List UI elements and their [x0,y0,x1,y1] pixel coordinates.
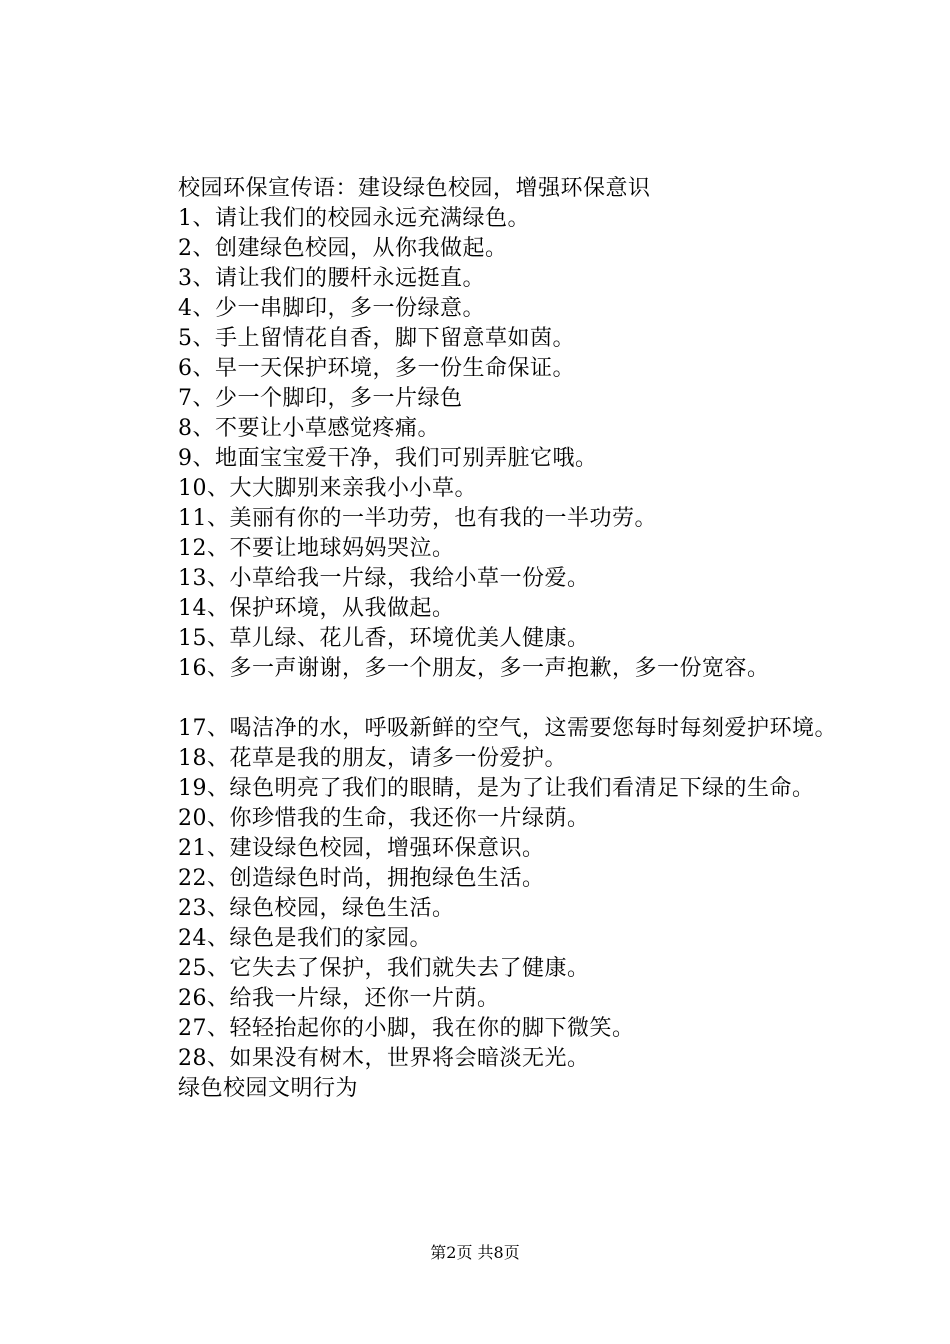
slogan-item: 5、手上留情花自香，脚下留意草如茵。 [178,326,575,351]
slogan-item: 25、它失去了保护，我们就失去了健康。 [178,956,590,981]
slogan-item: 8、不要让小草感觉疼痛。 [178,416,440,441]
slogan-item: 20、你珍惜我的生命，我还你一片绿荫。 [178,806,590,831]
slogan-item: 13、小草给我一片绿，我给小草一份爱。 [178,566,590,591]
slogan-item: 15、草儿绿、花儿香，环境优美人健康。 [178,626,590,651]
slogan-item: 28、如果没有树木，世界将会暗淡无光。 [178,1046,590,1071]
slogan-item: 6、早一天保护环境，多一份生命保证。 [178,356,575,381]
slogan-item: 18、花草是我的朋友，请多一份爱护。 [178,746,567,771]
slogan-item: 14、保护环境，从我做起。 [178,596,455,621]
slogan-item: 7、少一个脚印，多一片绿色 [178,386,463,411]
slogan-item: 2、创建绿色校园，从你我做起。 [178,236,508,261]
slogan-item: 3、请让我们的腰杆永远挺直。 [178,266,485,291]
document-body [130,174,850,1104]
slogan-item: 17、喝洁净的水，呼吸新鲜的空气，这需要您每时每刻爱护环境。 [178,716,837,741]
slogan-item: 16、多一声谢谢，多一个朋友，多一声抱歉，多一份宽容。 [178,656,770,681]
slogan-item: 4、少一串脚印，多一份绿意。 [178,296,485,321]
document-title: 校园环保宣传语：建设绿色校园，增强环保意识 [178,176,651,201]
slogan-item: 26、给我一片绿，还你一片荫。 [178,986,500,1011]
closing-heading: 绿色校园文明行为 [178,1076,359,1101]
slogan-item: 9、地面宝宝爱干净，我们可别弄脏它哦。 [178,446,598,471]
slogan-item: 24、绿色是我们的家园。 [178,926,432,951]
slogan-item: 19、绿色明亮了我们的眼睛，是为了让我们看清足下绿的生命。 [178,776,815,801]
page-footer [0,1243,950,1263]
slogan-item: 27、轻轻抬起你的小脚，我在你的脚下微笑。 [178,1016,635,1041]
slogan-item: 23、绿色校园，绿色生活。 [178,896,455,921]
page-number: 第2页 共8页 [430,1243,520,1262]
slogan-item: 21、建设绿色校园，增强环保意识。 [178,836,545,861]
slogan-item: 12、不要让地球妈妈哭泣。 [178,536,455,561]
slogan-item: 22、创造绿色时尚，拥抱绿色生活。 [178,866,545,891]
slogan-item: 1、请让我们的校园永远充满绿色。 [178,206,530,231]
slogan-item: 10、大大脚别来亲我小小草。 [178,476,477,501]
paragraph-gap [130,684,850,714]
slogan-item: 11、美丽有你的一半功劳，也有我的一半功劳。 [178,506,657,531]
